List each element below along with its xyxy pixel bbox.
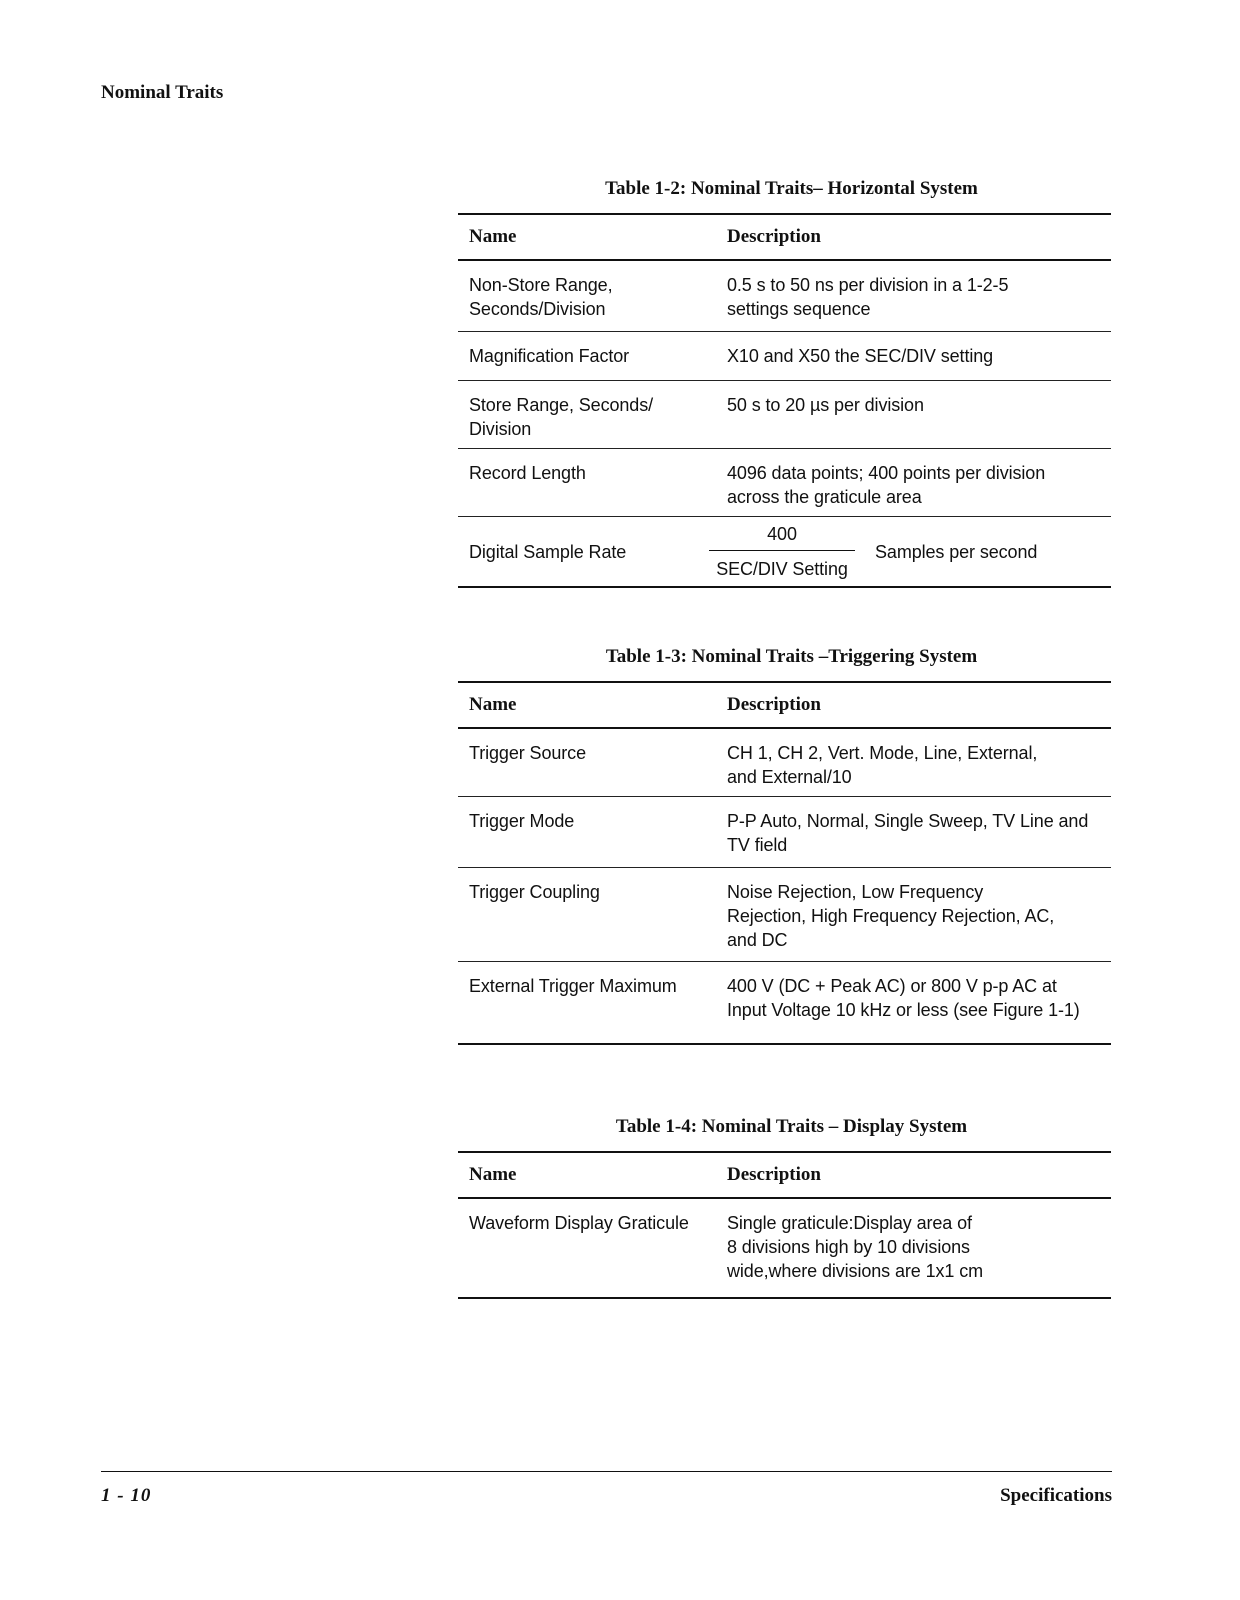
page-number: 1 - 10 bbox=[101, 1485, 152, 1506]
column-header-description: Description bbox=[727, 226, 821, 247]
trait-name: Waveform Display Graticule bbox=[469, 1213, 689, 1233]
footer-rule bbox=[101, 1471, 1112, 1472]
table-row bbox=[458, 868, 1111, 962]
trait-name: Trigger Mode bbox=[469, 811, 575, 831]
table-row bbox=[458, 517, 1111, 588]
table-caption: Table 1-4: Nominal Traits – Display System bbox=[615, 1116, 968, 1137]
table-horizontal-system bbox=[458, 178, 1111, 588]
table-caption: Table 1-2: Nominal Traits– Horizontal System bbox=[605, 178, 978, 199]
fraction-numerator: 400 bbox=[767, 524, 797, 544]
table-row bbox=[458, 1199, 1111, 1299]
column-header-description: Description bbox=[727, 694, 821, 715]
trait-description: Single graticule:Display area of 8 divisions high by 10 divisions wide,where divisions are 1x1 cm bbox=[727, 1213, 984, 1281]
table-caption: Table 1-3: Nominal Traits –Triggering System bbox=[605, 646, 978, 667]
trait-description: 50 s to 20 µs per division bbox=[727, 395, 924, 415]
trait-name: Magnification Factor bbox=[469, 346, 630, 366]
column-header-name: Name bbox=[469, 1164, 517, 1185]
trait-description: 400 V (DC + Peak AC) or 800 V p-p AC at Input Voltage 10 kHz or less (see Figure 1-1) bbox=[727, 976, 1080, 1020]
trait-name: Store Range, Seconds/ Division bbox=[469, 395, 654, 439]
trait-description: CH 1, CH 2, Vert. Mode, Line, External, and External/10 bbox=[727, 743, 1038, 787]
trait-description: X10 and X50 the SEC/DIV setting bbox=[727, 346, 994, 366]
table-display-system bbox=[458, 1116, 1111, 1299]
trait-description: P-P Auto, Normal, Single Sweep, TV Line and TV field bbox=[727, 811, 1089, 855]
table-header-row bbox=[458, 683, 1111, 729]
column-header-description: Description bbox=[727, 1164, 821, 1185]
trait-description: Noise Rejection, Low Frequency Rejection, High Frequency Rejection, AC, and DC bbox=[727, 882, 1055, 950]
table-header-row bbox=[458, 215, 1111, 261]
trait-description: 4096 data points; 400 points per division across the graticule area bbox=[727, 463, 1046, 507]
fraction bbox=[709, 522, 855, 581]
fraction-units: Samples per second bbox=[875, 541, 1038, 562]
table-row bbox=[458, 381, 1111, 449]
table-row bbox=[458, 797, 1111, 868]
sample-rate-formula bbox=[716, 522, 1111, 581]
trait-name: External Trigger Maximum bbox=[469, 976, 677, 996]
trait-name: Non-Store Range, Seconds/Division bbox=[469, 275, 613, 319]
column-header-name: Name bbox=[469, 226, 517, 247]
fraction-denominator: SEC/DIV Setting bbox=[716, 559, 848, 579]
running-header: Nominal Traits bbox=[101, 82, 224, 103]
table-row bbox=[458, 962, 1111, 1045]
trait-name: Digital Sample Rate bbox=[469, 541, 627, 562]
trait-name: Record Length bbox=[469, 463, 586, 483]
trait-name: Trigger Coupling bbox=[469, 882, 600, 902]
table-row bbox=[458, 332, 1111, 381]
trait-description: 0.5 s to 50 ns per division in a 1-2-5 settings sequence bbox=[727, 275, 1009, 319]
table-header-row bbox=[458, 1153, 1111, 1199]
table-row bbox=[458, 261, 1111, 332]
section-title: Specifications bbox=[1000, 1485, 1112, 1506]
column-header-name: Name bbox=[469, 694, 517, 715]
fraction-bar bbox=[709, 550, 855, 551]
table-row bbox=[458, 729, 1111, 797]
table-row bbox=[458, 449, 1111, 517]
trait-name: Trigger Source bbox=[469, 743, 586, 763]
table-triggering-system bbox=[458, 646, 1111, 1045]
